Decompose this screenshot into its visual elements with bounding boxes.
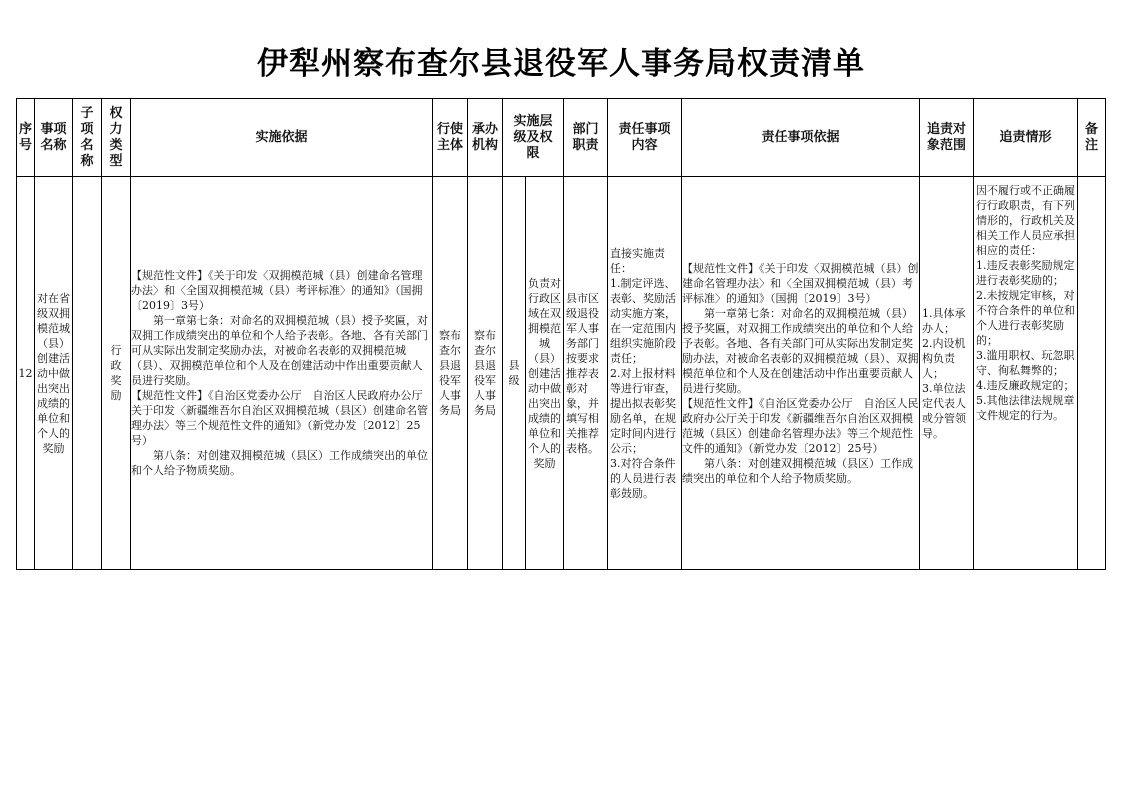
account-scope-line: 1.具体承办人； [922, 306, 966, 335]
cell-resp-basis [682, 177, 920, 570]
account-situation-line: 5.其他法律法规规章文件规定的行为。 [976, 394, 1075, 422]
cell-sub-item [73, 177, 102, 570]
account-situation-line: 4.违反廉政规定的； [976, 379, 1075, 392]
resp-content-line: 1.制定评选、表彰、奖励活动实施方案，在一定范围内组织实施阶段责任； [610, 276, 676, 365]
header-handler: 承办机构 [468, 99, 503, 177]
table-header-row [17, 99, 1106, 177]
resp-basis-clause-1: 第一章第七条：对命名的双拥模范城（县）授予奖匾，对双拥工作成绩突出的单位和个人给予表彰。各地、各有关部门可从实际出发制定奖励办法，对被命名表彰的双拥模范城（县）、双拥模范单位和个人及在创建活动中作出重要贡献人员进行奖励。 [682, 306, 919, 395]
cell-power-type: 行政奖励 [102, 177, 131, 570]
cell-level: 县级 [503, 177, 526, 570]
cell-item-name: 对在省级双拥模范城（县）创建活动中做出突出成绩的单位和个人的奖励 [35, 177, 73, 570]
cell-remark [1078, 177, 1106, 570]
cell-seq: 12 [17, 177, 35, 570]
cell-dept-duty: 县市区级退役军人事务部门按要求推荐表彰对象，并填写相关推荐表格。 [564, 177, 608, 570]
resp-content-line: 2.对上报材料等进行审查，提出拟表彰奖励名单，在规定时间内进行公示； [610, 366, 676, 455]
header-level: 实施层级及权限 [503, 99, 564, 177]
account-situation-line: 因不履行或不正确履行行政职责，有下列情形的，行政机关及相关工作人员应承担相应的责任： [976, 184, 1075, 257]
cell-resp-content [608, 177, 682, 570]
basis-doc-2: 【规范性文件】《自治区党委办公厅 自治区人民政府办公厅关于印发〈新疆维吾尔自治区双拥模范城（县区）创建命名管理办法〉等三个规范性文件的通知》（新党办发〔2012〕25号） [131, 389, 428, 447]
header-remark: 备注 [1078, 99, 1106, 177]
header-seq: 序号 [17, 99, 35, 177]
resp-basis-doc-2: 【规范性文件】《自治区党委办公厅 自治区人民政府办公厅关于印发《新疆维吾尔自治区双拥模范城（县区）创建命名管理办法》等三个规范性文件的通知》（新党办发〔2012〕25号） [682, 396, 919, 455]
cell-account-situation [974, 177, 1078, 570]
resp-basis-doc-1: 【规范性文件】《关于印发〈双拥模范城（县）创建命名管理办法〉和〈全国双拥模范城（县）考评标准〉的通知》（国拥〔2019〕3号） [682, 261, 919, 305]
resp-content-line: 3.对符合条件的人员进行表彰鼓励。 [610, 456, 676, 500]
cell-handler: 察布查尔县退役军人事务局 [468, 177, 503, 570]
basis-clause-2: 第八条：对创建双拥模范城（县区）工作成绩突出的单位和个人给予物质奖励。 [131, 449, 428, 477]
cell-account-scope [920, 177, 974, 570]
resp-basis-clause-2: 第八条：对创建双拥模范城（县区）工作成绩突出的单位和个人给予物质奖励。 [682, 456, 913, 485]
table-row [17, 177, 1106, 570]
header-account-scope: 追责对象范围 [920, 99, 974, 177]
header-dept-duty: 部门职责 [564, 99, 608, 177]
header-resp-content: 责任事项内容 [608, 99, 682, 177]
cell-subject: 察布查尔县退役军人事务局 [433, 177, 468, 570]
cell-level-power: 负责对行政区域在双拥模范城（县）创建活动中做出突出成绩的单位和个人的奖励 [526, 177, 564, 570]
header-power-type: 权力类型 [102, 99, 131, 177]
responsibility-table [16, 98, 1106, 570]
account-situation-line: 2.未按规定审核，对不符合条件的单位和个人进行表彰奖励的； [976, 289, 1075, 347]
header-resp-basis: 责任事项依据 [682, 99, 920, 177]
resp-content-line: 直接实施责任： [610, 246, 665, 275]
cell-basis [131, 177, 433, 570]
header-subject: 行使主体 [433, 99, 468, 177]
basis-doc-1: 【规范性文件】《关于印发〈双拥模范城（县）创建命名管理办法〉和〈全国双拥模范城（县）考评标准〉的通知》（国拥〔2019〕3号） [131, 269, 423, 312]
header-account-situation: 追责情形 [974, 99, 1078, 177]
account-situation-line: 3.滥用职权、玩忽职守、徇私舞弊的； [976, 349, 1075, 377]
header-sub-item: 子项名称 [73, 99, 102, 177]
basis-clause-1: 第一章第七条：对命名的双拥模范城（县）授予奖匾，对双拥工作成绩突出的单位和个人给予表彰。各地、各有关部门可从实际出发制定奖励办法，对被命名表彰的双拥模范城（县）、双拥模范单位和个人及在创建活动中作出重要贡献人员进行奖励。 [131, 314, 428, 387]
header-item-name: 事项名称 [35, 99, 73, 177]
account-situation-line: 1.违反表彰奖励规定进行表彰奖励的； [976, 259, 1075, 287]
header-basis: 实施依据 [131, 99, 433, 177]
account-scope-line: 2.内设机构负责人； [922, 336, 966, 380]
page-title: 伊犁州察布查尔县退役军人事务局权责清单 [257, 46, 865, 82]
account-scope-line: 3.单位法定代表人或分管领导。 [922, 381, 966, 440]
